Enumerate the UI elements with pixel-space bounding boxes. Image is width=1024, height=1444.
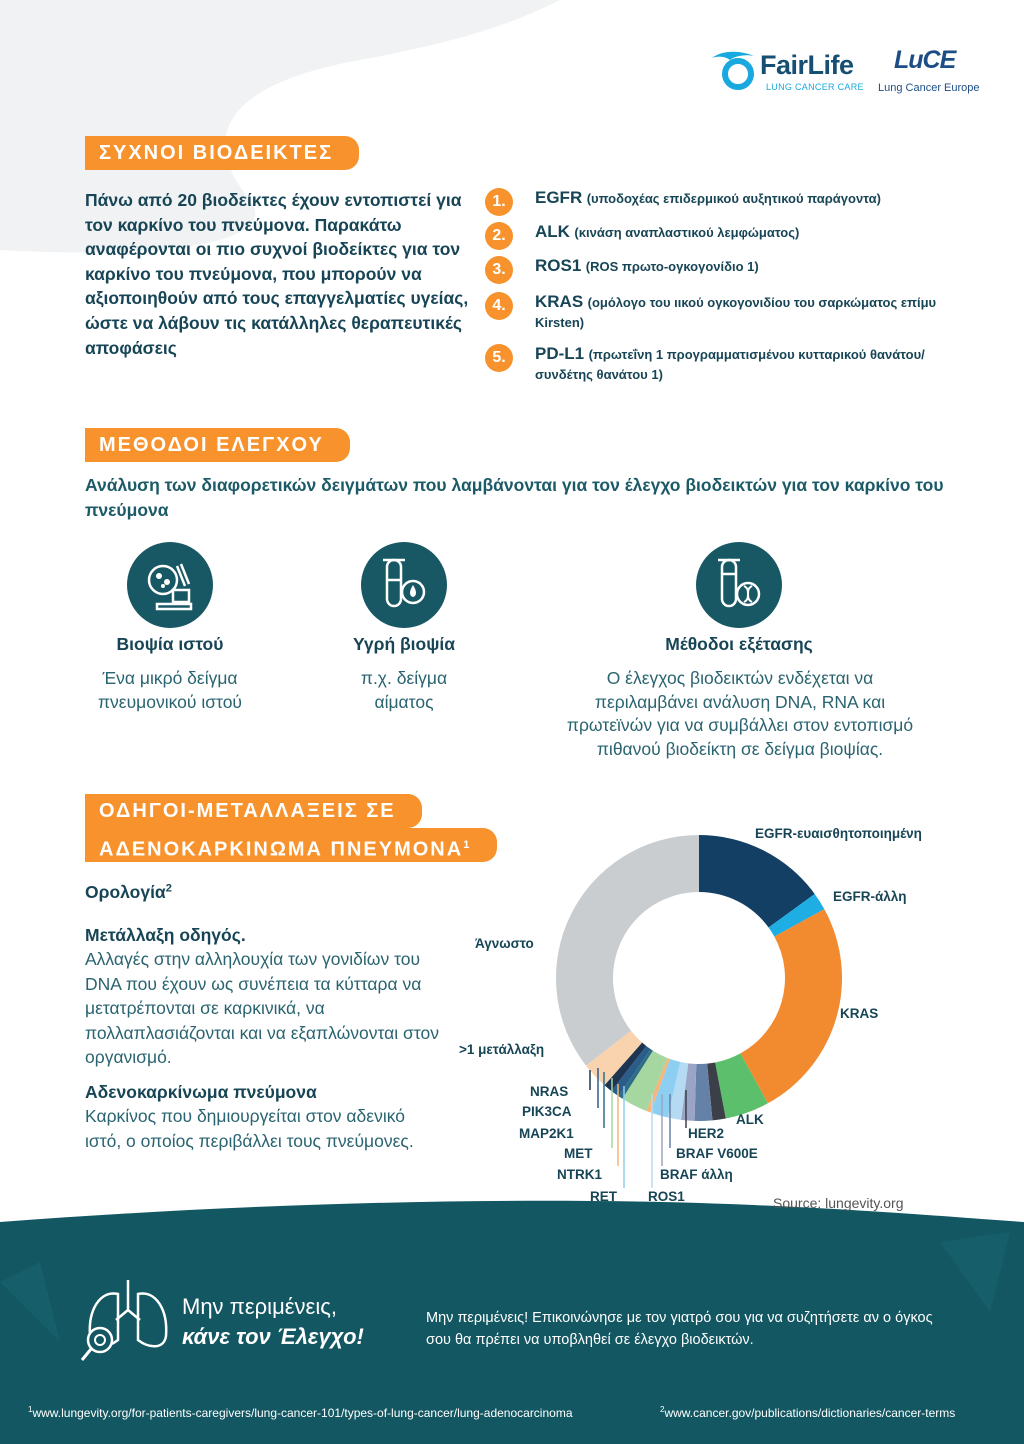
label-alk: ALK	[736, 1112, 764, 1127]
reference-1-link[interactable]: www.lungevity.org/for-patients-caregivers/lung-cancer-101/types-of-lung-cancer/lung-adenocarcinoma	[32, 1406, 573, 1420]
label-unknown: Άγνωστο	[475, 936, 534, 951]
fairlife-logo	[710, 48, 870, 98]
methods-subtitle: Ανάλυση των διαφορετικών δειγμάτων που λαμβάνονται για τον έλεγχο βιοδεικτών για τον καρκίνο του πνεύμονα	[85, 475, 944, 520]
term-driver-title: Μετάλλαξη οδηγός.	[85, 925, 246, 945]
biomarker-name: ROS1	[535, 256, 582, 275]
reference-2	[660, 1405, 955, 1420]
label-ret: RET	[590, 1189, 617, 1204]
microscope-icon	[127, 542, 213, 628]
biomarker-description: (πρωτεΐνη 1 προγραμματισμένου κυτταρικού θανάτου/ συνδέτης θανάτου 1)	[535, 347, 925, 382]
biomarker-description: (υποδοχέας επιδερμικού αυξητικού παράγοντα)	[586, 191, 881, 206]
method-description: π.χ. δείγμα αίματος	[360, 668, 448, 712]
biomarker-number: 2.	[485, 222, 513, 250]
footnote-marker: 2	[165, 882, 172, 895]
label-braf-v600e: BRAF V600E	[676, 1146, 758, 1161]
label-ros1: ROS1	[648, 1189, 685, 1204]
fairlife-name: FairLife	[760, 50, 854, 80]
biomarker-name: PD-L1	[535, 344, 585, 363]
label-ntrk1: NTRK1	[557, 1167, 603, 1182]
label-kras: KRAS	[840, 1006, 879, 1021]
reference-2-link[interactable]: www.cancer.gov/publications/dictionaries/cancer-terms	[664, 1406, 956, 1420]
biomarker-number: 4.	[485, 292, 513, 320]
method-description: Ένα μικρό δείγμα πνευμονικού ιστού	[97, 668, 242, 712]
biomarker-name: ALK	[535, 222, 570, 241]
biomarker-description: (ROS πρωτο-ογκογονίδιο 1)	[585, 259, 759, 274]
biomarkers-intro: Πάνω από 20 βιοδείκτες έχουν εντοπιστεί για τον καρκίνο του πνεύμονα. Παρακάτω αναφέρονται οι πιο συχνοί βιοδείκτες για τον καρκίνο του πνεύμονα, που μπορούν να αξιοποιηθούν από τους επαγγελματίες υγείας, ώστε να λάβουν τις κατάλληλες θεραπευτικές αποφάσεις	[85, 190, 469, 358]
reference-1	[28, 1405, 573, 1420]
footer	[0, 1222, 1024, 1444]
methods-heading: ΜΕΘΟΔΟΙ ΕΛΕΓΧΟΥ	[85, 428, 350, 462]
term-adeno-title: Αδενοκαρκίνωμα πνεύμονα	[85, 1082, 317, 1102]
biomarker-name: KRAS	[535, 292, 584, 311]
biomarker-name: EGFR	[535, 188, 583, 207]
label-egfr-sensitizing: EGFR-ευαισθητοποιημένη	[755, 826, 922, 841]
biomarker-item	[485, 256, 965, 292]
fairlife-wave-icon	[710, 48, 762, 92]
slogan-line2: κάνε τον Έλεγχο!	[182, 1324, 364, 1349]
terminology-label: Ορολογία	[85, 882, 166, 902]
method-title: Βιοψία ιστού	[116, 634, 224, 654]
fairlife-subtitle: LUNG CANCER CARE	[766, 82, 864, 92]
method-title: Μέθοδοι εξέτασης	[665, 634, 813, 654]
biomarker-number: 5.	[485, 344, 513, 372]
biomarker-list	[485, 188, 965, 388]
biomarker-item	[485, 188, 965, 222]
lungs-magnifier-icon	[78, 1270, 178, 1370]
biomarker-item	[485, 292, 965, 344]
biomarker-description: (ομόλογο του ιικού ογκογονιδίου του σαρκώματος επίμυ Kirsten)	[535, 295, 937, 330]
donut-slice-15	[556, 835, 699, 1066]
footnote-marker: 2	[660, 1405, 665, 1414]
method-title: Υγρή βιοψία	[352, 634, 456, 654]
label-nras: NRAS	[530, 1084, 569, 1099]
terminology-title	[85, 882, 172, 903]
label-map2k1: MAP2K1	[519, 1126, 574, 1141]
test-tube-drop-icon	[361, 542, 447, 628]
footer-message: Μην περιμένεις! Επικοινώνησε με τον γιατρό σου για να συζητήσετε αν ο όγκος σου θα πρέπει να υποβληθεί σε έλεγχο βιοδεικτών.	[426, 1310, 933, 1348]
label-her2: HER2	[688, 1126, 725, 1141]
term-driver-text: Αλλαγές στην αλληλουχία των γονιδίων του DNA που έχουν ως συνέπεια τα κύτταρα να μετατρέπονται σε καρκινικά, να πολλαπλασιάζονται και να εξαπλώνονται στον οργανισμό.	[85, 949, 439, 1067]
label-pik3ca: PIK3CA	[522, 1104, 572, 1119]
footnote-marker: 1	[28, 1405, 33, 1414]
dna-test-tube-icon	[696, 542, 782, 628]
label-egfr-other: EGFR-άλλη	[833, 889, 907, 904]
luce-subtitle: Lung Cancer Europe	[878, 82, 980, 94]
mutations-heading-line2	[85, 828, 497, 862]
luce-logo	[878, 46, 988, 98]
biomarker-item	[485, 344, 965, 388]
slogan-line1: Μην περιμένεις,	[182, 1294, 337, 1319]
biomarker-description: (κινάση αναπλαστικού λεμφώματος)	[574, 225, 800, 240]
biomarker-number: 1.	[485, 188, 513, 216]
biomarker-item	[485, 222, 965, 256]
term-adeno-text: Καρκίνος που δημιουργείται στον αδενικό ιστό, ο οποίος περιβάλλει τους πνεύμονες.	[85, 1106, 414, 1151]
biomarker-number: 3.	[485, 256, 513, 284]
label-met: MET	[564, 1146, 593, 1161]
footnote-marker: 1	[463, 839, 472, 851]
method-description: Ο έλεγχος βιοδεικτών ενδέχεται να περιλαμβάνει ανάλυση DNA, RNA και πρωτεϊνών για να συμβάλλει στον εντοπισμό πιθανού βιοδείκτη σε δείγμα βιοψίας.	[566, 668, 914, 759]
chart-source: Source: lungevity.org	[773, 1195, 904, 1211]
biomarkers-heading: ΣΥΧΝΟΙ ΒΙΟΔΕΙΚΤΕΣ	[85, 136, 359, 170]
mutations-heading-text: ΑΔΕΝΟΚΑΡΚΙΝΩΜΑ ΠΝΕΥΜΟΝΑ	[99, 838, 464, 861]
donut-slice-2	[740, 909, 842, 1103]
label-braf-other: BRAF άλλη	[660, 1167, 733, 1182]
label-multiple: >1 μετάλλαξη	[459, 1042, 545, 1057]
luce-mark: LuCE	[894, 46, 956, 74]
mutations-heading-line1: ΟΔΗΓΟΙ-ΜΕΤΑΛΛΑΞΕΙΣ ΣΕ	[85, 794, 422, 828]
